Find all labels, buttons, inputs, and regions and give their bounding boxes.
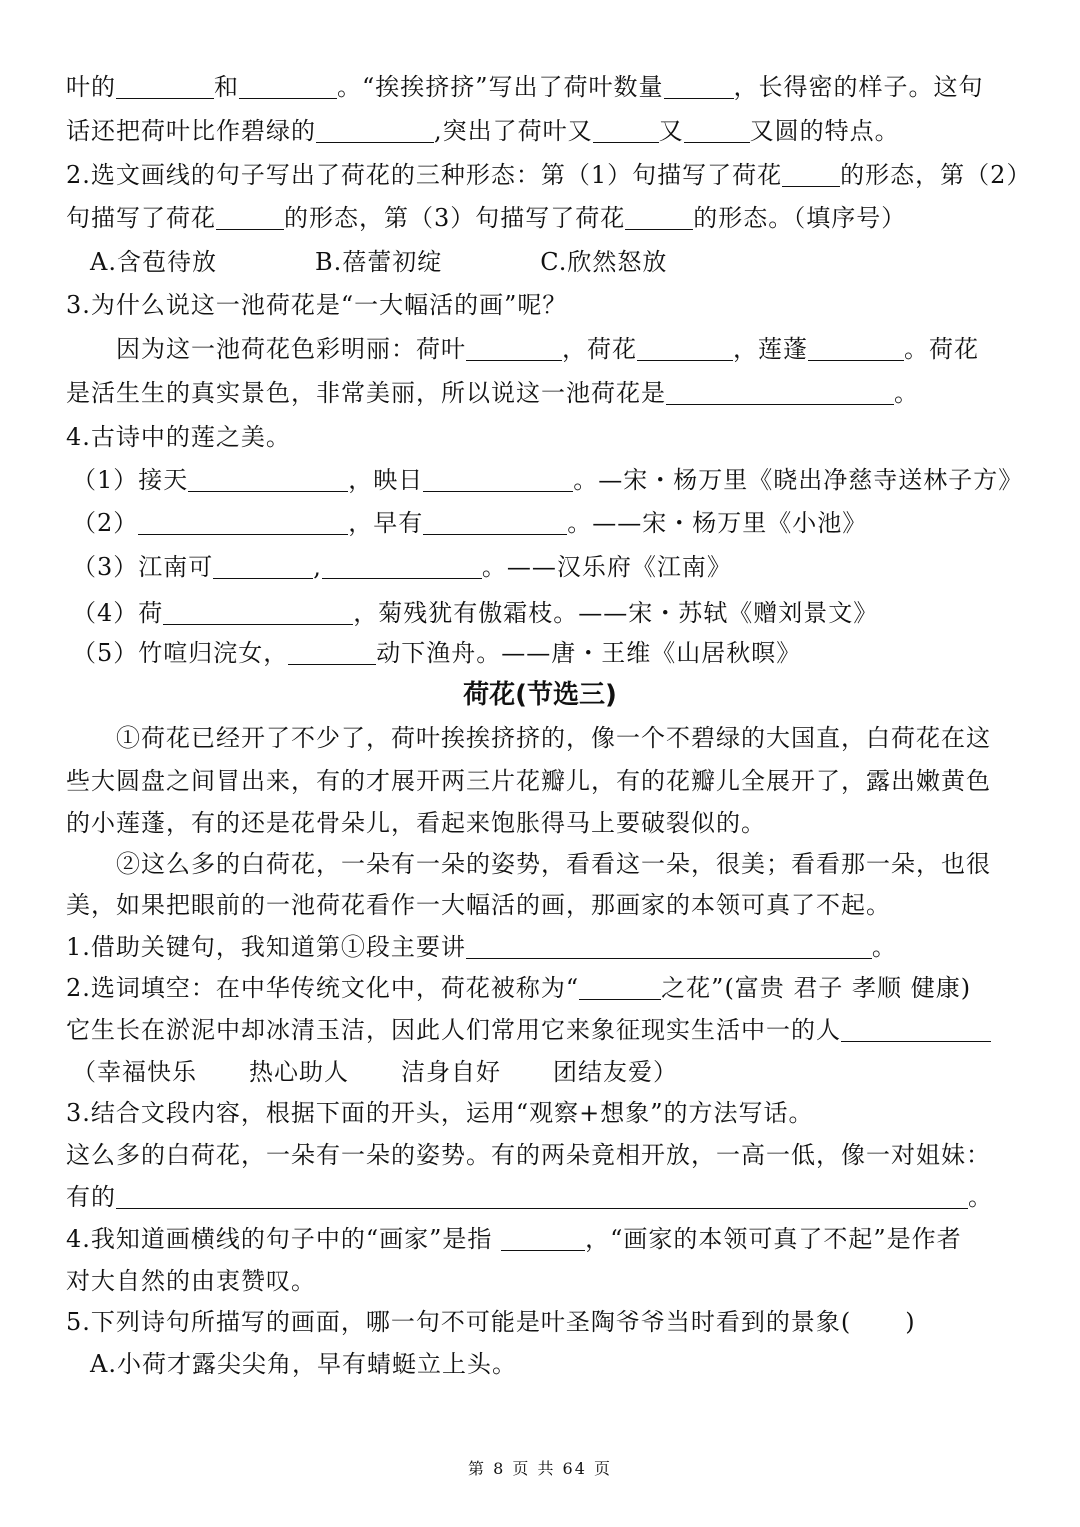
text: ②这么多的白荷花，一朵有一朵的姿势，看看这一朵，很美；看看那一朵，也很 [116, 850, 991, 878]
q1-line-1 [66, 72, 1026, 102]
text: （4）荷 [72, 599, 164, 627]
text: 。——宋・杨万里《小池》 [567, 509, 868, 537]
section-title [0, 680, 1080, 710]
answer-blank[interactable] [163, 600, 353, 625]
option-b[interactable]: B.蓓蕾初绽 [314, 248, 443, 276]
text: （3）江南可 [72, 553, 214, 581]
option-c[interactable]: C.欣然怒放 [540, 248, 668, 276]
text: ，菊残犹有傲霜枝。——宋・苏轼《赠刘景文》 [353, 599, 879, 627]
text: 荷花(节选三) [463, 680, 617, 710]
text: ,突出了荷叶又 [434, 117, 593, 145]
p2-q3-line-1 [66, 1140, 1026, 1170]
p2-q4-line-1 [66, 1224, 1026, 1254]
q2-options [90, 247, 1050, 277]
text: 又圆的特点。 [749, 117, 900, 145]
q1-line-2 [66, 116, 1026, 146]
answer-blank[interactable] [841, 1017, 991, 1042]
text: 美，如果把眼前的一池荷花看作一大幅活的画，那画家的本领可真了不起。 [66, 891, 891, 919]
text: （2） [72, 509, 139, 537]
answer-blank[interactable] [116, 74, 214, 99]
text: 的形态。（填序号） [693, 204, 907, 232]
text: 2.选文画线的句子写出了荷花的三种形态：第（1）句描写了荷花 [66, 161, 783, 189]
answer-blank[interactable] [684, 118, 750, 143]
page-footer [0, 1454, 1080, 1484]
text: 2.选词填空：在中华传统文化中，荷花被称为“ [66, 974, 580, 1002]
answer-blank[interactable] [188, 467, 348, 492]
text: 这么多的白荷花，一朵有一朵的姿势。有的两朵竟相开放，一高一低，像一对姐妹： [66, 1141, 991, 1169]
text: ，映日 [348, 466, 424, 494]
text: 和 [214, 73, 239, 101]
p2-q5-line-1 [66, 1307, 1026, 1337]
p2-q3-line-2 [66, 1182, 1026, 1212]
text: 的形态，第（3）句描写了荷花 [284, 204, 626, 232]
text: 3.结合文段内容，根据下面的开头，运用“观察+想象”的方法写话。 [66, 1099, 814, 1127]
answer-blank[interactable] [316, 118, 434, 143]
option-a[interactable]: A.小荷才露尖尖角，早有蜻蜓立上头。 [90, 1350, 517, 1378]
q4-poem-1 [72, 465, 1032, 495]
text: 之花”(富贵 君子 孝顺 健康) [661, 974, 972, 1002]
answer-blank[interactable] [466, 336, 562, 361]
text: 因为这一池荷花色彩明丽：荷叶 [116, 335, 466, 363]
answer-blank[interactable] [808, 336, 904, 361]
answer-blank[interactable] [666, 380, 894, 405]
option-word[interactable]: 团结友爱） [553, 1058, 678, 1086]
answer-blank[interactable] [116, 1184, 968, 1209]
answer-blank[interactable] [593, 118, 659, 143]
passage-p2-line-2 [66, 890, 1026, 920]
text: 。—宋・杨万里《晓出净慈寺送林子方》 [573, 466, 1024, 494]
text: 。 [968, 1183, 993, 1211]
text: 话还把荷叶比作碧绿的 [66, 117, 316, 145]
q4-poem-5 [72, 638, 1032, 668]
page-number: 第 8 页 共 64 页 [468, 1459, 612, 1478]
answer-blank[interactable] [625, 205, 693, 230]
text: 又 [658, 117, 684, 145]
q3-line-1 [116, 334, 1026, 364]
text: 1.借助关键句，我知道第①段主要讲 [66, 933, 466, 961]
text: 3.为什么说这一池荷花是“一大幅活的画”呢？ [66, 291, 568, 319]
answer-blank[interactable] [138, 510, 348, 535]
text: 些大圆盘之间冒出来，有的才展开两三片花瓣儿，有的花瓣儿全展开了，露出嫩黄色 [66, 767, 991, 795]
text: 动下渔舟。——唐・王维《山居秋暝》 [376, 639, 802, 667]
text: ，早有 [348, 509, 424, 537]
text: ，长得密的样子。这句 [733, 73, 984, 101]
text: （1）接天 [72, 466, 189, 494]
text: 。 [894, 379, 919, 407]
p2-q3-question [66, 1098, 1026, 1128]
passage-p1-line-2 [66, 766, 1026, 796]
passage-p1-line-3 [66, 808, 1026, 838]
passage-p2-line-1 [116, 849, 1026, 879]
answer-blank[interactable] [501, 1226, 585, 1251]
text: 。“挨挨挤挤”写出了荷叶数量 [337, 73, 664, 101]
answer-blank[interactable] [423, 467, 573, 492]
text: 它生长在淤泥中却冰清玉洁，因此人们常用它来象征现实生活中一的人 [66, 1016, 841, 1044]
text: 有的 [66, 1183, 116, 1211]
p2-q5-option-a [90, 1349, 1050, 1379]
option-a[interactable]: A.含苞待放 [90, 248, 217, 276]
answer-blank[interactable] [239, 74, 337, 99]
p2-q2-line-2 [66, 1015, 1026, 1045]
text: 叶的 [66, 73, 116, 101]
answer-blank[interactable] [782, 162, 840, 187]
p2-q2-line-1 [66, 973, 1026, 1003]
text: 。荷花 [904, 335, 979, 363]
option-word[interactable]: 热心助人 [249, 1058, 349, 1086]
option-word[interactable]: 洁身自好 [401, 1058, 501, 1086]
passage-p1-line-1 [116, 723, 1026, 753]
text: ，“画家的本领可真了不起”是作者 [585, 1225, 962, 1253]
text: 对大自然的由衷赞叹。 [66, 1267, 316, 1295]
text: （5）竹喧归浣女， [72, 639, 289, 667]
q3-line-2 [66, 378, 1026, 408]
p2-q4-line-2 [66, 1266, 1026, 1296]
text: 句描写了荷花 [66, 204, 216, 232]
answer-blank[interactable] [664, 74, 734, 99]
answer-blank[interactable] [466, 934, 872, 959]
text: , [313, 553, 322, 581]
answer-blank[interactable] [579, 975, 661, 1000]
q2-line-1 [66, 160, 1032, 190]
text: 4.我知道画横线的句子中的“画家”是指 [66, 1225, 502, 1253]
q4-poem-3 [72, 552, 1032, 582]
text: 。——汉乐府《江南》 [481, 553, 732, 581]
answer-blank[interactable] [423, 510, 567, 535]
text: ，莲蓬 [733, 335, 808, 363]
option-word[interactable]: （幸福快乐 [72, 1058, 197, 1086]
q4-poem-4 [72, 598, 1032, 628]
text: 是活生生的真实景色，非常美丽，所以说这一池荷花是 [66, 379, 666, 407]
text: 。 [871, 933, 897, 961]
text: 的小莲蓬，有的还是花骨朵儿，看起来饱胀得马上要破裂似的。 [66, 809, 766, 837]
p2-q2-options [72, 1057, 1032, 1087]
answer-blank[interactable] [216, 205, 284, 230]
q3-question [66, 290, 1026, 320]
answer-blank[interactable] [637, 336, 733, 361]
text: ①荷花已经开了不少了，荷叶挨挨挤挤的，像一个不碧绿的大国直，白荷花在这 [116, 724, 991, 752]
answer-blank[interactable] [213, 554, 313, 579]
q2-line-2 [66, 203, 1026, 233]
q4-question [66, 422, 1026, 452]
answer-blank[interactable] [288, 640, 376, 665]
text: ) [905, 1308, 916, 1336]
q4-poem-2 [72, 508, 1032, 538]
text: 的形态，第（2） [840, 161, 1032, 189]
text: 5.下列诗句所描写的画面，哪一句不可能是叶圣陶爷爷当时看到的景象( [66, 1308, 852, 1336]
text: 4.古诗中的莲之美。 [66, 423, 291, 451]
p2-q1 [66, 932, 1026, 962]
text: ，荷花 [562, 335, 637, 363]
answer-blank[interactable] [322, 554, 482, 579]
